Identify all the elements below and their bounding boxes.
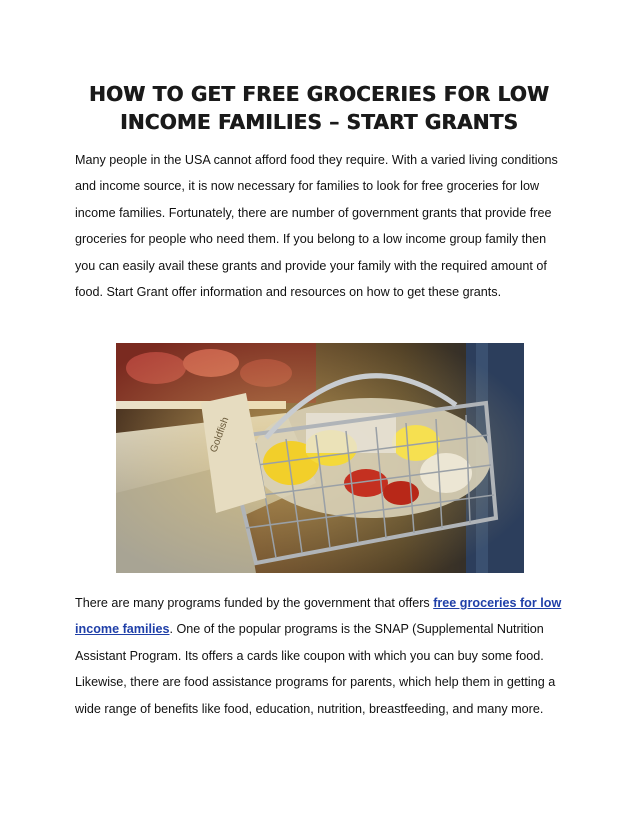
title-line-2: INCOME FAMILIES – START GRANTS [120,110,518,134]
title-line-1: HOW TO GET FREE GROCERIES FOR LOW [88,82,550,106]
free-groceries-link[interactable]: free groceries for low income families [75,596,562,637]
intro-paragraph: Many people in the USA cannot afford food they require. With a varied living conditions and income source, it is now necessary for families to look for free groceries for low income families. Fortunately, there are number of government grants that provide free groceries for people who need them. If you belong to a low income group family then you can easily avail these grants and provide your family with the required amount of food. Start Grant offer information and resources on how to get these grants. [75,153,558,300]
programs-text-start: There are many programs funded by the government that offers [75,596,434,610]
svg-text:Goldfish: Goldfish [208,415,232,455]
page-title [60,80,578,136]
programs-paragraph [75,590,565,722]
programs-text-end: . One of the popular programs is the SNAP (Supplemental Nutrition Assistant Program. Its offers a cards like coupon with which you can buy some food. Likewise, there are food assistance programs for parents, which help them in getting a wide range of benefits like food, education, nutrition, breastfeeding, and many more. [75,622,556,716]
grocery-basket-photo [116,343,524,573]
